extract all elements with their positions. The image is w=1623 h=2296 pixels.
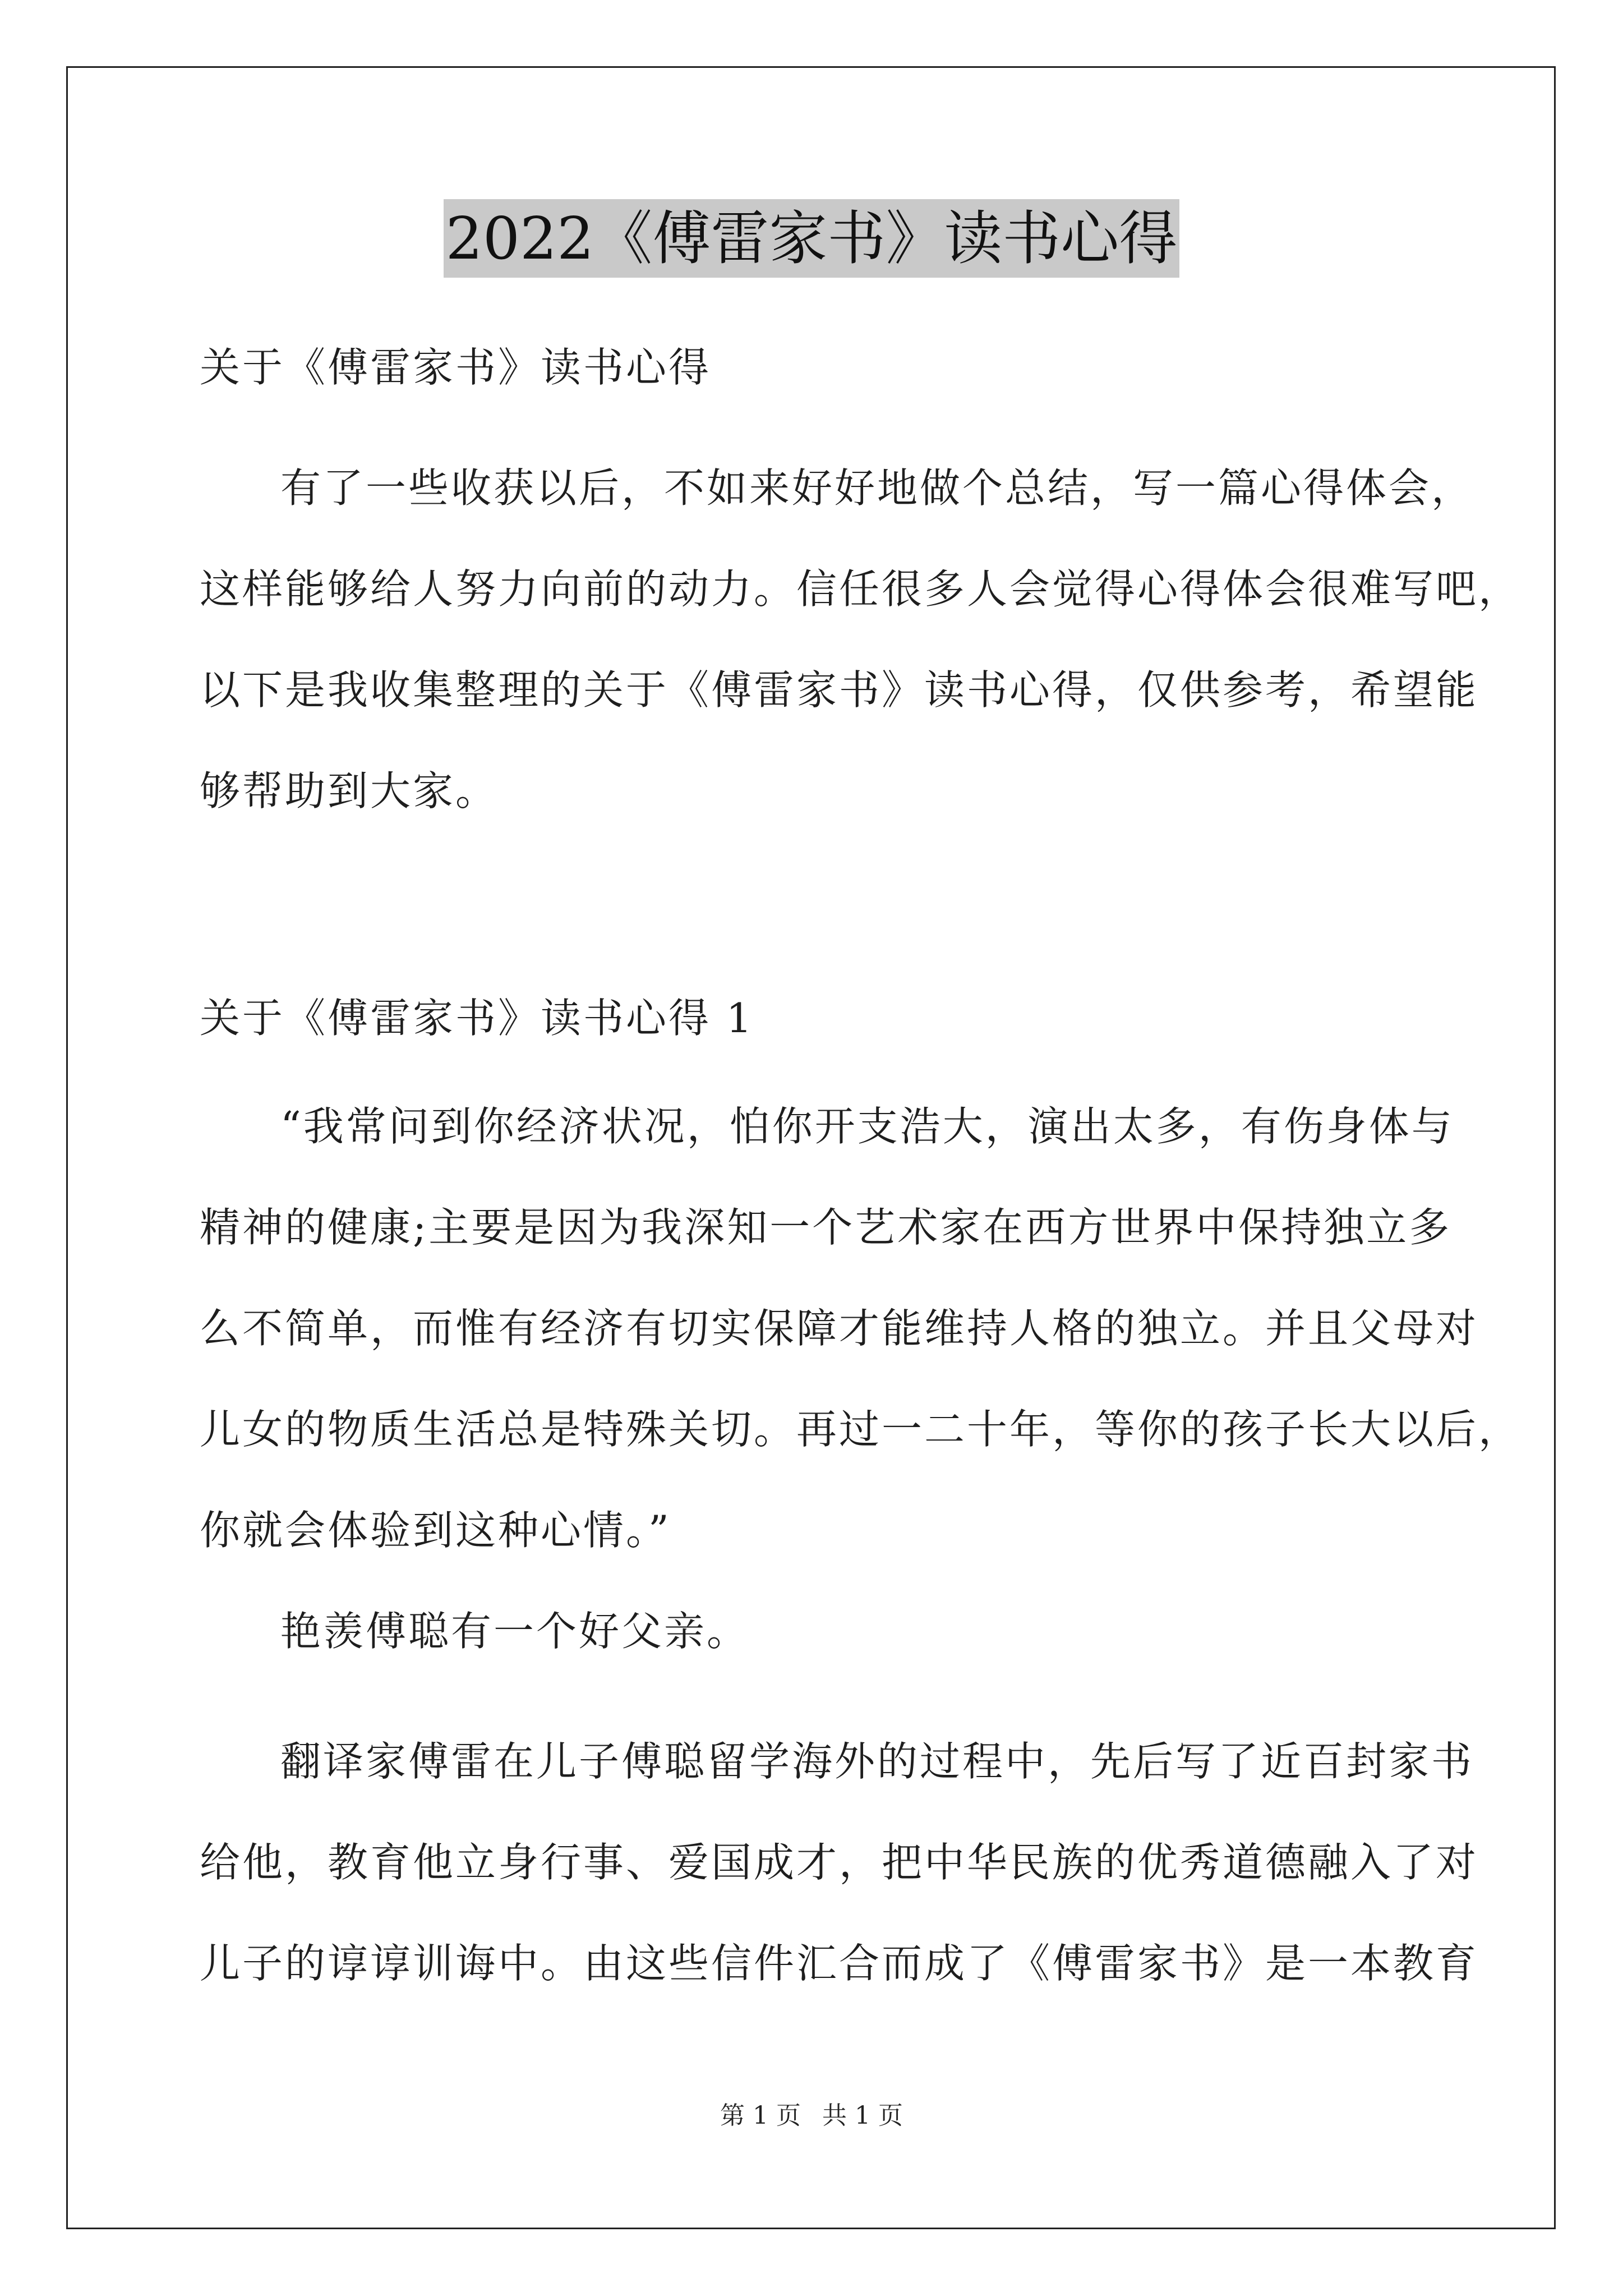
section-heading-1: 关于《傅雷家书》读书心得 1 <box>200 995 754 1042</box>
paragraph-line: 给他，教育他立身行事、爱国成才，把中华民族的优秀道德融入了对 <box>200 1839 1479 1886</box>
paragraph-line: 这样能够给人努力向前的动力。信任很多人会觉得心得体会很难写吧， <box>200 565 1521 613</box>
paragraph-line: 你就会体验到这种心情。” <box>200 1507 671 1554</box>
document-title: 2022《傅雷家书》读书心得 <box>444 199 1180 278</box>
paragraph-line: 儿女的物质生活总是特殊关切。再过一二十年，等你的孩子长大以后， <box>200 1406 1521 1453</box>
page-total: 共 1 页 <box>822 2101 903 2130</box>
title-container <box>0 199 1623 278</box>
paragraph-line: 够帮助到大家。 <box>200 767 499 815</box>
paragraph-line: 以下是我收集整理的关于《傅雷家书》读书心得，仅供参考，希望能 <box>200 666 1479 714</box>
paragraph-line: 精神的健康;主要是因为我深知一个艺术家在西方世界中保持独立多 <box>200 1204 1452 1251</box>
page-number: 第 1 页 <box>720 2101 801 2130</box>
paragraph-line: 儿子的谆谆训诲中。由这些信件汇合而成了《傅雷家书》是一本教育 <box>200 1940 1479 1987</box>
paragraph-line: 艳羡傅聪有一个好父亲。 <box>280 1608 750 1655</box>
paragraph-line: 有了一些收获以后，不如来好好地做个总结，写一篇心得体会， <box>280 464 1474 512</box>
section-heading-intro: 关于《傅雷家书》读书心得 <box>200 344 712 391</box>
paragraph-line: 翻译家傅雷在儿子傅聪留学海外的过程中，先后写了近百封家书 <box>280 1738 1474 1785</box>
page-footer <box>0 2095 1623 2131</box>
paragraph-line: “我常问到你经济状况，怕你开支浩大，演出太多，有伤身体与 <box>280 1103 1454 1150</box>
paragraph-line: 么不简单，而惟有经济有切实保障才能维持人格的独立。并且父母对 <box>200 1305 1479 1352</box>
